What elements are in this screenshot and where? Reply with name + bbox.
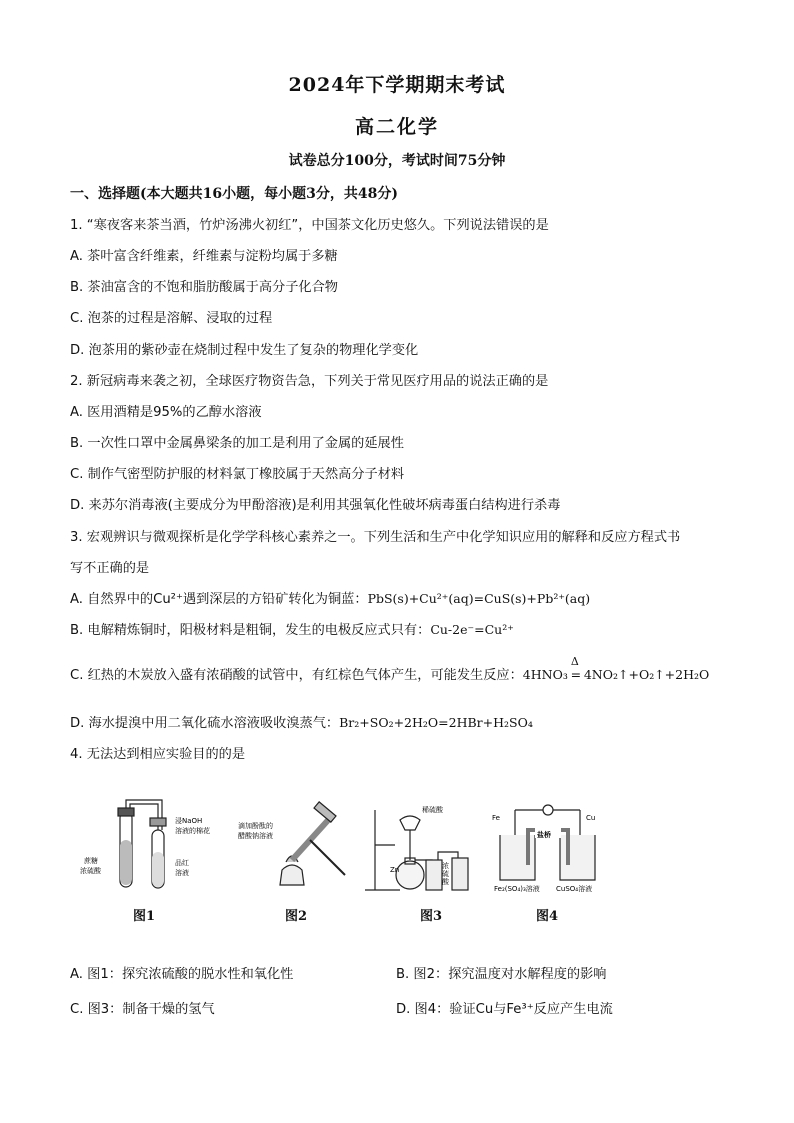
q3-option-d-equation: Br₂+SO₂+2H₂O=2HBr+H₂SO₄	[339, 715, 533, 730]
q3-option-b-text: B. 电解精炼铜时，阳极材料是粗铜，发生的电极反应式只有：	[70, 623, 431, 638]
q3-option-a	[70, 588, 590, 607]
q3-option-c-eq-left: 4HNO₃	[522, 667, 568, 682]
figure-4-caption: 图4	[536, 909, 559, 924]
fig3-label-conc-3: 酸	[442, 878, 449, 886]
fig4-label-salt-bridge: 盐桥	[537, 831, 551, 839]
experiment-figures	[70, 790, 670, 930]
q4-option-c: C. 图3：制备干燥的氢气	[70, 1002, 215, 1017]
q3-stem-line2: 写不正确的是	[70, 561, 150, 576]
q3-stem-line1: 3. 宏观辨识与微观探析是化学学科核心素养之一。下列生活和生产中化学知识应用的解释和反应方程式书	[70, 530, 681, 545]
fig1-label-magenta: 品红	[175, 859, 189, 867]
fig2-label-line2: 醋酸钠溶液	[238, 832, 273, 840]
q3-option-b-equation: Cu-2e⁻=Cu²⁺	[430, 622, 514, 637]
q1-option-a: A. 茶叶富含纤维素，纤维素与淀粉均属于多糖	[70, 249, 338, 264]
fig3-label-dilute-acid: 稀硫酸	[422, 806, 443, 814]
q2-option-d: D. 来苏尔消毒液(主要成分为甲酚溶液)是利用其强氧化性破坏病毒蛋白结构进行杀毒	[70, 498, 561, 513]
figure-3-apparatus	[365, 810, 468, 890]
figure-1-caption: 图1	[133, 909, 156, 924]
fig4-label-fe2so43: Fe₂(SO₄)₃溶液	[494, 885, 540, 893]
exam-title: 2024年下学期期末考试	[288, 74, 506, 96]
q1-option-b: B. 茶油富含的不饱和脂肪酸属于高分子化合物	[70, 280, 338, 295]
fig1-label-cotton: 溶液的棉花	[175, 827, 210, 835]
fig1-label-sucrose: 蔗糖	[84, 857, 98, 865]
fig1-label-solution: 溶液	[175, 869, 189, 877]
q3-option-c-eq-arrow: Δ =	[570, 655, 582, 682]
q3-option-c-eq-right: 4NO₂↑+O₂↑+2H₂O	[583, 667, 710, 682]
q3-option-c	[70, 655, 710, 683]
q3-option-a-equation: PbS(s)+Cu²⁺(aq)=CuS(s)+Pb²⁺(aq)	[367, 591, 591, 606]
q4-option-a: A. 图1：探究浓硫酸的脱水性和氧化性	[70, 967, 294, 982]
exam-info: 试卷总分100分，考试时间75分钟	[288, 153, 506, 169]
figure-4-apparatus	[500, 805, 595, 880]
fig4-label-cu: Cu	[586, 814, 596, 822]
q4-option-d: D. 图4：验证Cu与Fe³⁺反应产生电流	[396, 1002, 613, 1017]
q2-stem: 2. 新冠病毒来袭之初，全球医疗物资告急，下列关于常见医疗用品的说法正确的是	[70, 374, 549, 389]
q3-option-d	[70, 712, 533, 731]
q1-stem: 1. “寒夜客来茶当酒，竹炉汤沸火初红”，中国茶文化历史悠久。下列说法错误的是	[70, 218, 549, 233]
q3-option-c-text: C. 红热的木炭放入盛有浓硝酸的试管中，有红棕色气体产生，可能发生反应：	[70, 668, 523, 683]
q3-option-b	[70, 619, 514, 638]
q3-option-a-text: A. 自然界中的Cu²⁺遇到深层的方铅矿转化为铜蓝：	[70, 592, 368, 607]
q4-stem: 4. 无法达到相应实验目的的是	[70, 747, 246, 762]
fig4-label-fe: Fe	[492, 814, 500, 822]
figure-2-caption: 图2	[285, 909, 308, 924]
fig1-label-naoh: 浸NaOH	[175, 817, 203, 825]
section-heading: 一、选择题(本大题共16小题，每小题3分，共48分)	[70, 186, 398, 202]
heating-condition: Δ	[570, 655, 579, 668]
q2-option-c: C. 制作气密型防护服的材料氯丁橡胶属于天然高分子材料	[70, 467, 405, 482]
figure-2-apparatus	[280, 802, 345, 885]
q4-option-b: B. 图2：探究温度对水解程度的影响	[396, 967, 607, 982]
q1-option-d: D. 泡茶用的紫砂壶在烧制过程中发生了复杂的物理化学变化	[70, 343, 419, 358]
q2-option-b: B. 一次性口罩中金属鼻梁条的加工是利用了金属的延展性	[70, 436, 404, 451]
fig3-label-conc-1: 浓	[442, 862, 449, 870]
figure-3-caption: 图3	[420, 909, 443, 924]
fig3-label-zn: Zn	[390, 866, 400, 874]
fig4-label-cuso4: CuSO₄溶液	[556, 885, 593, 893]
q1-option-c: C. 泡茶的过程是溶解、浸取的过程	[70, 311, 273, 326]
q2-option-a: A. 医用酒精是95%的乙醇水溶液	[70, 405, 262, 420]
q3-option-d-text: D. 海水提溴中用二氧化硫水溶液吸收溴蒸气：	[70, 716, 340, 731]
fig1-label-sulfuric: 浓硫酸	[80, 867, 101, 875]
fig3-label-conc-2: 硫	[442, 870, 449, 878]
figure-1-apparatus	[118, 800, 166, 888]
subject-title: 高二化学	[354, 116, 439, 138]
fig2-label-line1: 滴加酚酞的	[238, 822, 273, 830]
